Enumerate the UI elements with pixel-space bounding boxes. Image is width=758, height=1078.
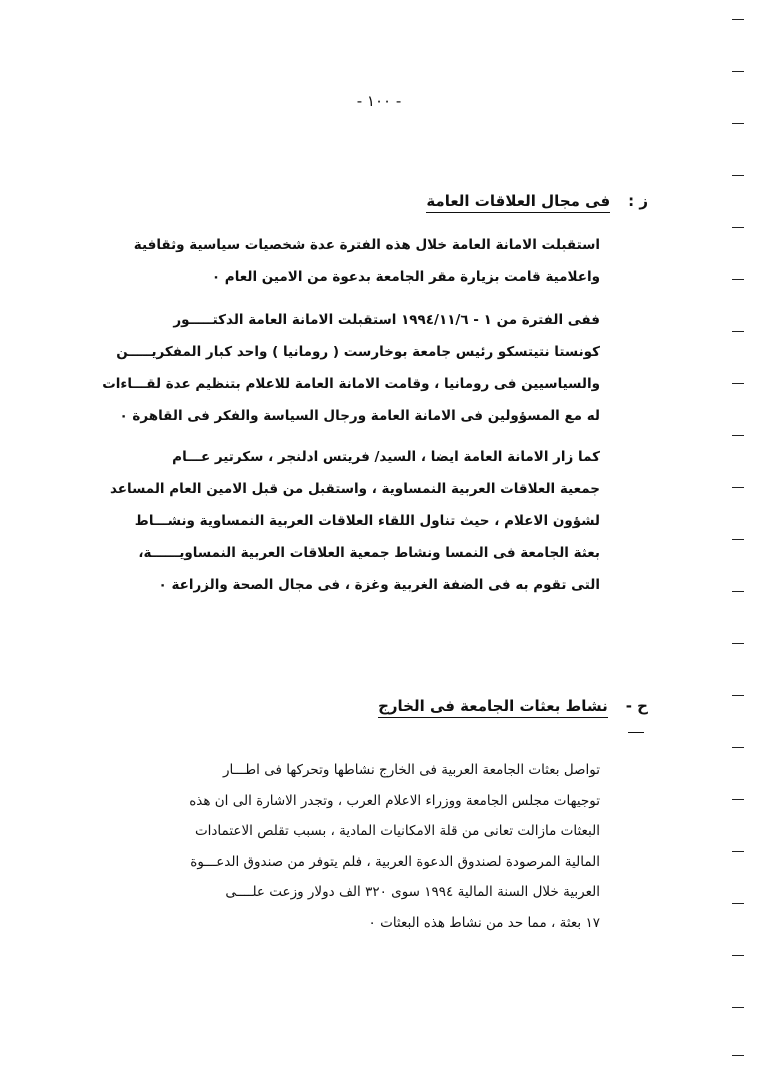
- text-line: المالية المرصودة لصندوق الدعوة العربية ، فلم يتوفر من صندوق الدعـــوة: [190, 853, 600, 870]
- text-line: ١٧ بعثة ، مما حد من نشاط هذه البعثات ٠: [368, 914, 600, 931]
- text-line: تواصل بعثات الجامعة العربية فى الخارج نشاطها وتحركها فى اطـــار: [222, 762, 600, 778]
- edge-dash: [732, 19, 744, 20]
- text-line: ففى الفترة من ١ - ١٩٩٤/١١/٦ استقبلت الامانة العامة الدكتـــــور: [173, 312, 600, 328]
- text-line: كونستا نتيتسكو رئيس جامعة بوخارست ( رومانيا ) واحد كبار المفكريـــــن: [116, 344, 600, 360]
- edge-dash: [732, 747, 744, 748]
- edge-dash: [732, 955, 744, 956]
- section-letter: ح -: [625, 697, 648, 715]
- text-line: لشؤون الاعلام ، حيث تناول اللقاء العلاقات العربية النمساوية ونشـــاط: [134, 513, 600, 529]
- section-heading-z: [426, 192, 648, 210]
- text-line: واعلامية قامت بزيارة مقر الجامعة بدعوة من الامين العام ٠: [211, 269, 600, 285]
- section-letter: ز :: [628, 192, 648, 210]
- section-title: نشاط بعثات الجامعة فى الخارج: [378, 697, 608, 718]
- paragraph: [133, 229, 600, 293]
- section-title: فى مجال العلاقات العامة: [426, 192, 610, 213]
- text-line: استقبلت الامانة العامة خلال هذه الفترة عدة شخصيات سياسية وثقافية: [133, 237, 600, 253]
- letter-underline: [628, 732, 644, 733]
- text-line: التى تقوم به فى الضفة الغربية وغزة ، فى مجال الصحة والزراعة ٠: [158, 577, 600, 593]
- text-line: توجيهات مجلس الجامعة ووزراء الاعلام العرب ، وتجدر الاشارة الى ان هذه: [189, 792, 600, 809]
- edge-dash: [732, 643, 744, 644]
- text-line: البعثات مازالت تعانى من قلة الامكانيات المادية ، بسبب تقلص الاعتمادات: [194, 823, 600, 839]
- edge-dash: [732, 435, 744, 436]
- edge-dash: [732, 383, 744, 384]
- edge-dash: [732, 591, 744, 592]
- edge-dash: [732, 539, 744, 540]
- edge-dash: [732, 71, 744, 72]
- edge-dash: [732, 123, 744, 124]
- text-line: جمعية العلاقات العربية النمساوية ، واستقبل من قبل الامين العام المساعد: [109, 481, 600, 497]
- text-line: العربية خلال السنة المالية ١٩٩٤ سوى ٣٢٠ الف دولار وزعت علــــى: [225, 884, 600, 900]
- section-heading-h: [378, 697, 648, 715]
- text-line: له مع المسؤولين فى الامانة العامة ورجال السياسة والفكر فى القاهرة ٠: [119, 408, 600, 424]
- edge-dash: [732, 903, 744, 904]
- edge-dash: [732, 695, 744, 696]
- edge-dash: [732, 487, 744, 488]
- paragraph: [109, 441, 600, 601]
- edge-dash: [732, 279, 744, 280]
- page-number: - ١٠٠ -: [356, 92, 402, 110]
- edge-dash: [732, 1007, 744, 1008]
- edge-dash: [732, 331, 744, 332]
- edge-dash: [732, 799, 744, 800]
- edge-dash: [732, 227, 744, 228]
- paragraph: [102, 304, 600, 432]
- edge-dash: [732, 175, 744, 176]
- edge-dash: [732, 1055, 744, 1056]
- text-line: كما زار الامانة العامة ايضا ، السيد/ فريتس ادلنجر ، سكرتير عـــام: [172, 449, 600, 465]
- text-line: والسياسيين فى رومانيا ، وقامت الامانة العامة للاعلام بتنظيم عدة لقـــاءات: [102, 376, 600, 392]
- edge-dash: [732, 851, 744, 852]
- text-line: بعثة الجامعة فى النمسا ونشاط جمعية العلاقات العربية النمساويــــــة،: [138, 545, 600, 561]
- paragraph: [160, 755, 600, 938]
